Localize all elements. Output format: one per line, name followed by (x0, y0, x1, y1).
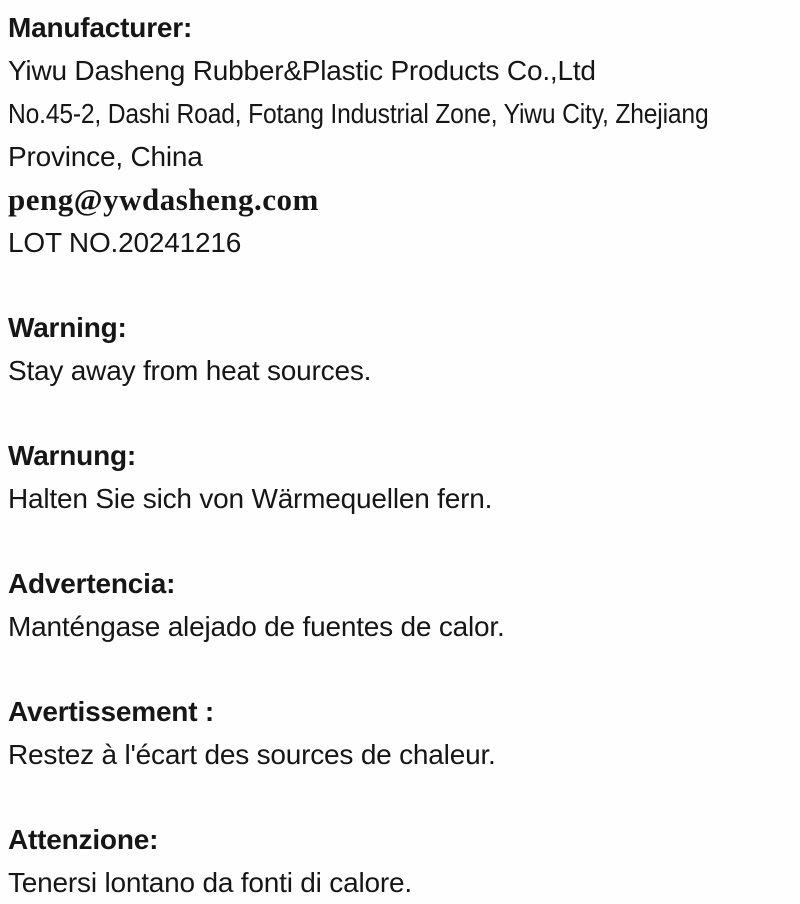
warning-heading: Attenzione: (8, 824, 159, 855)
address-line-2: Province, China (8, 141, 203, 172)
manufacturer-section (8, 6, 792, 264)
warning-text: Tenersi lontano da fonti di calore. (8, 867, 412, 898)
warning-text: Manténgase alejado de fuentes de calor. (8, 611, 505, 642)
manufacturer-heading: Manufacturer: (8, 12, 193, 43)
warning-text: Stay away from heat sources. (8, 355, 372, 386)
warning-section-italian (8, 818, 792, 904)
email-address: peng@ywdasheng.com (8, 182, 319, 217)
lot-number: LOT NO.20241216 (8, 227, 242, 258)
warning-text: Halten Sie sich von Wärmequellen fern. (8, 483, 493, 514)
warning-section-french (8, 690, 792, 776)
warning-text: Restez à l'écart des sources de chaleur. (8, 739, 496, 770)
company-name: Yiwu Dasheng Rubber&Plastic Products Co.,Ltd (8, 55, 596, 86)
warning-heading: Warning: (8, 312, 127, 343)
warning-heading: Advertencia: (8, 568, 176, 599)
warning-section-spanish (8, 562, 792, 648)
address-line-1: No.45-2, Dashi Road, Fotang Industrial Zone, Yiwu City, Zhejiang (8, 98, 709, 129)
warning-section-english (8, 306, 792, 392)
warning-heading: Warnung: (8, 440, 136, 471)
warning-heading: Avertissement : (8, 696, 215, 727)
warning-section-german (8, 434, 792, 520)
